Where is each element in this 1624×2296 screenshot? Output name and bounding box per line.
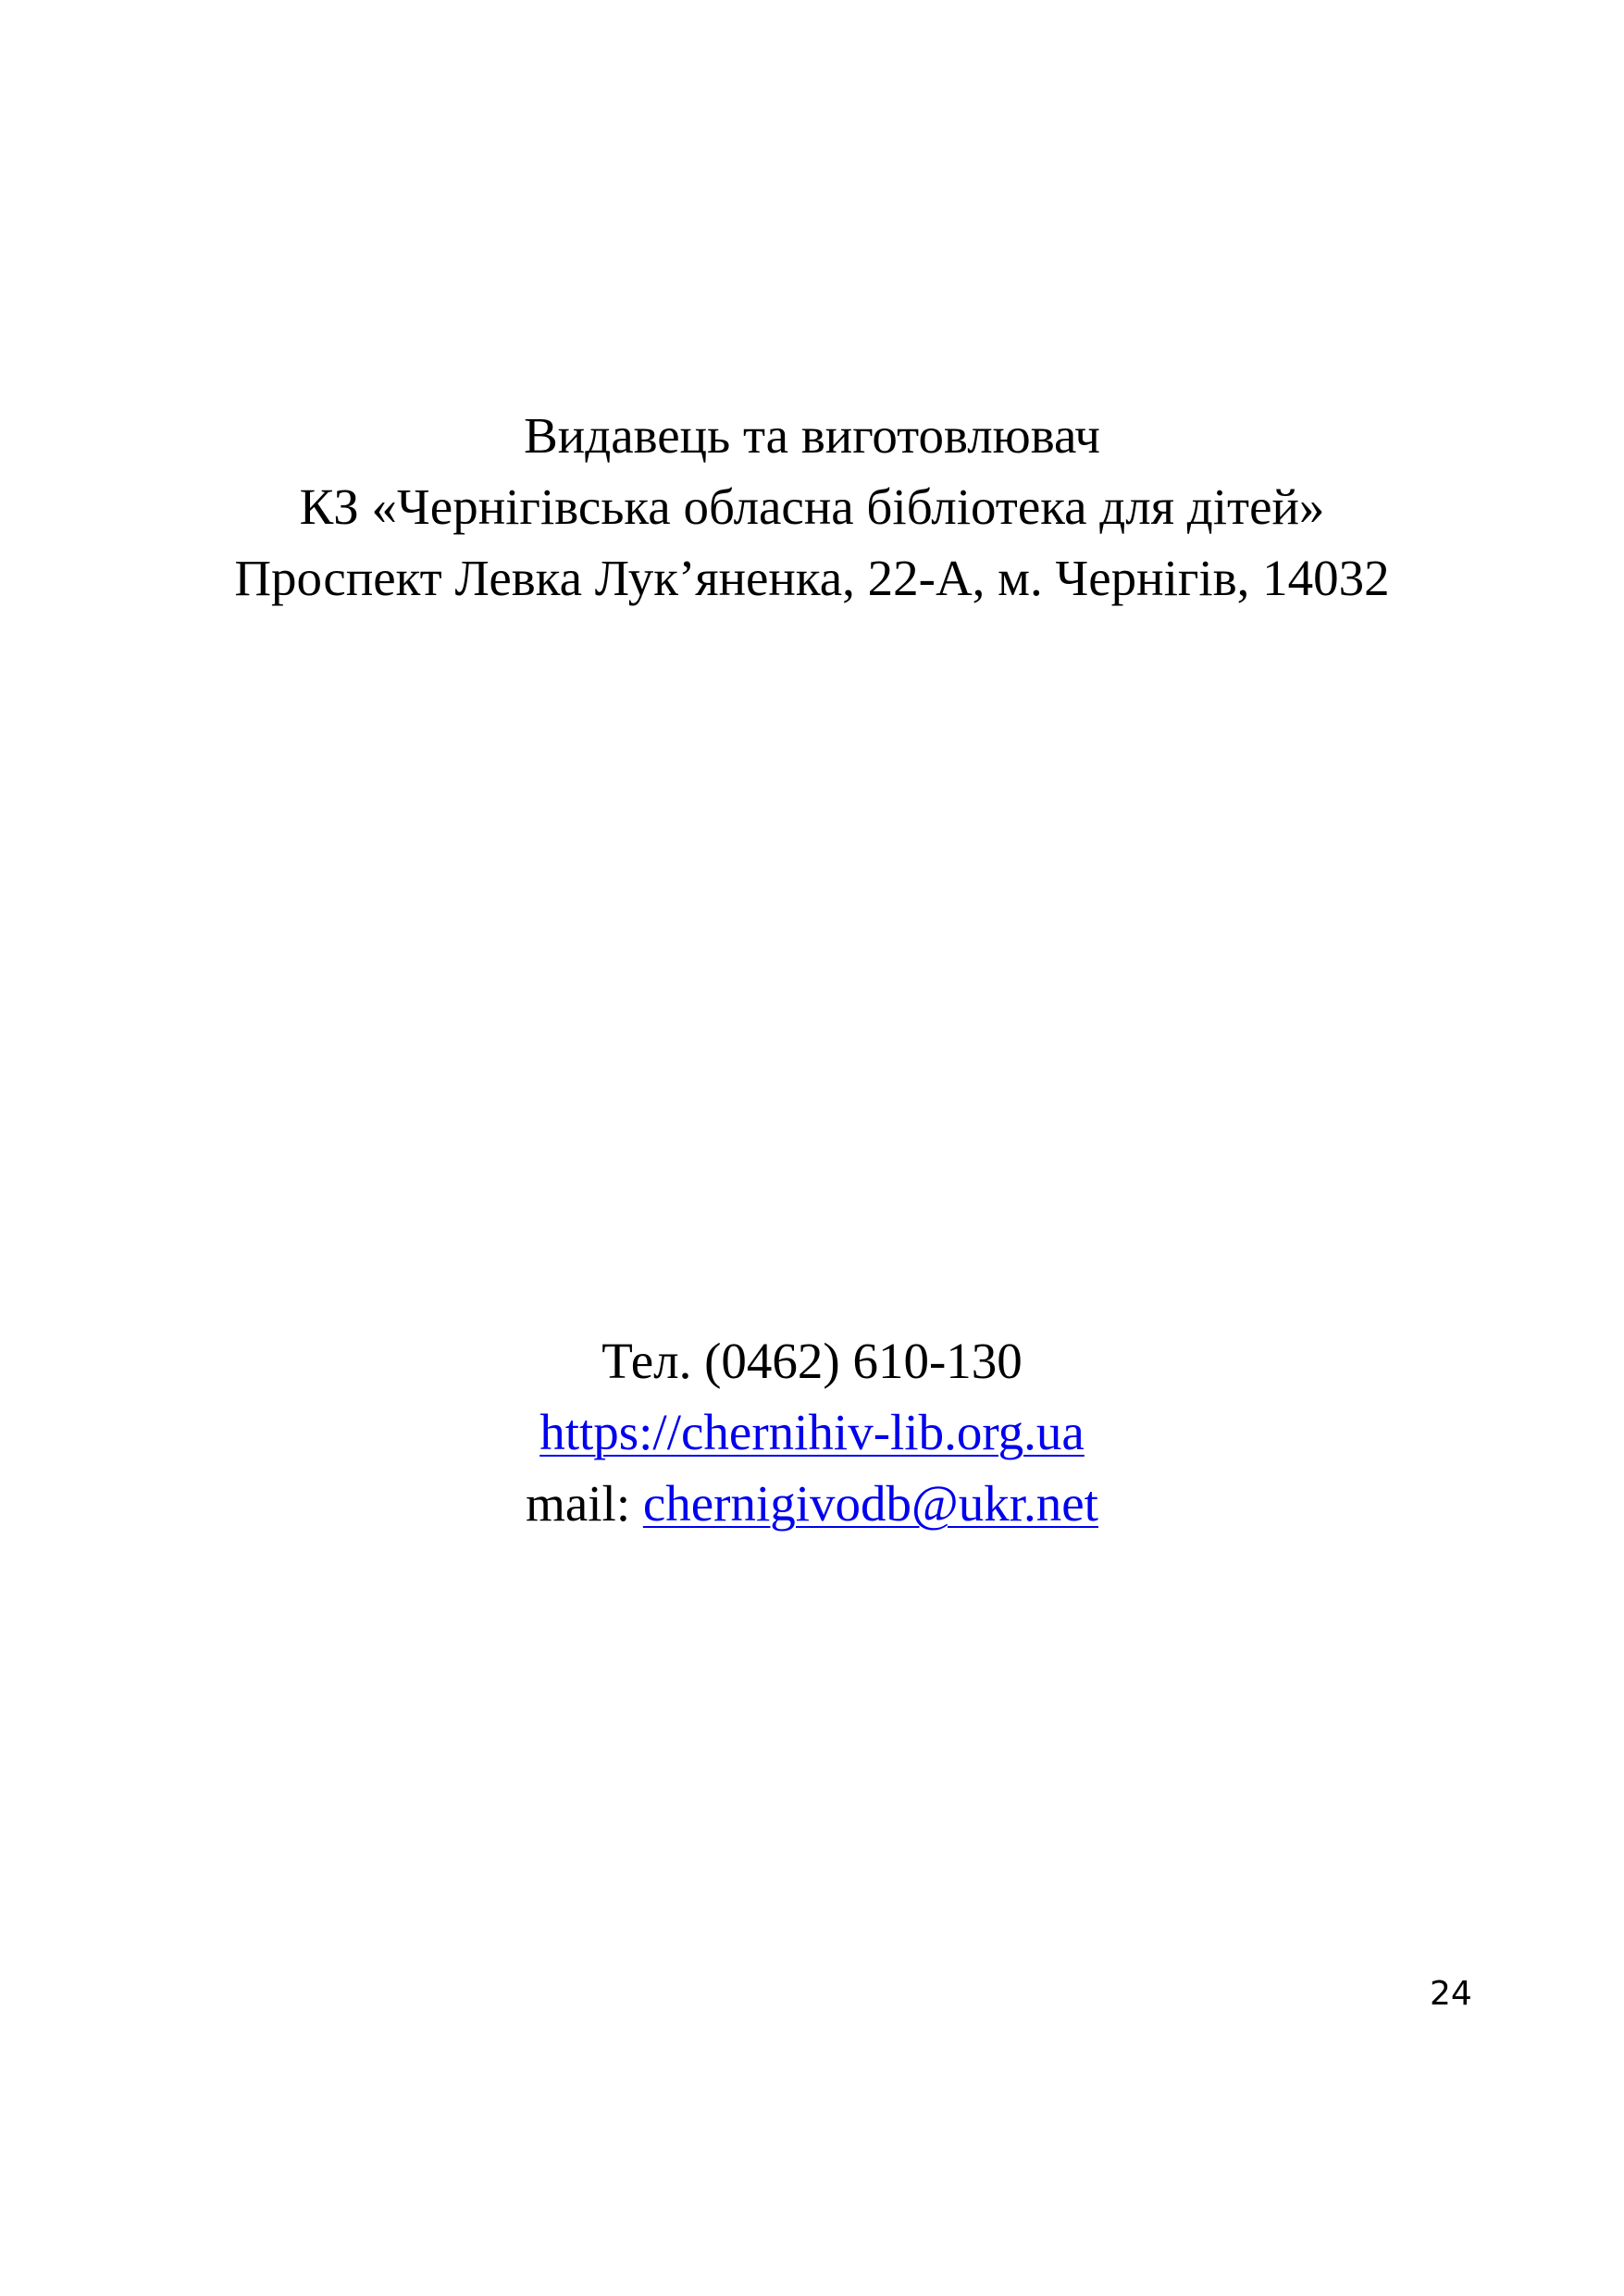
publisher-block bbox=[0, 400, 1624, 614]
email-link[interactable]: chernigivodb@ukr.net bbox=[642, 1475, 1098, 1532]
website-line bbox=[0, 1396, 1624, 1468]
email-line bbox=[0, 1468, 1624, 1539]
publisher-heading: Видавець та виготовлювач bbox=[524, 407, 1100, 464]
publisher-organization: КЗ «Чернігівська обласна бібліотека для дітей» bbox=[299, 478, 1325, 535]
phone-number: Тел. (0462) 610-130 bbox=[601, 1333, 1023, 1389]
website-link[interactable]: https://chernihiv-lib.org.ua bbox=[539, 1404, 1085, 1460]
page-number: 24 bbox=[1430, 1975, 1472, 2013]
email-label: mail: bbox=[526, 1475, 643, 1532]
contacts-block bbox=[0, 1325, 1624, 1539]
publisher-address: Проспект Левка Лук’яненка, 22-А, м. Чернігів, 14032 bbox=[234, 550, 1390, 606]
